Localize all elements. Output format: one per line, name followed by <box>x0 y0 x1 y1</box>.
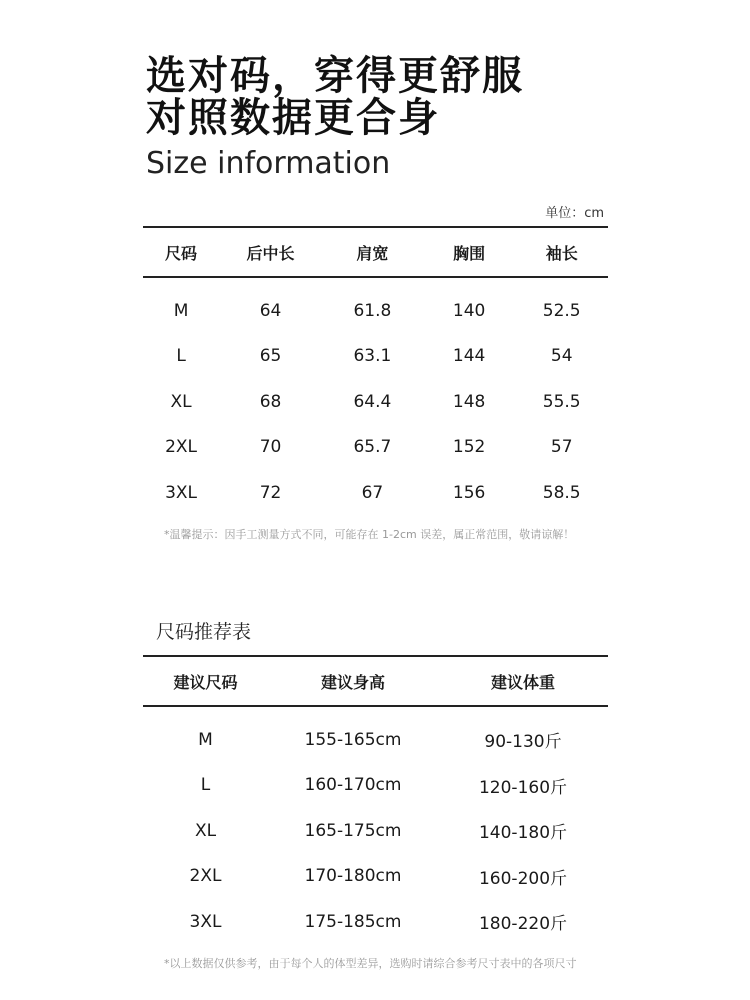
cell-back-length: 68 <box>259 391 282 412</box>
cell-size: 3XL <box>165 482 198 503</box>
cell-size: 3XL <box>189 911 222 932</box>
cell-weight: 120-160斤 <box>478 777 568 798</box>
recommend-section-title: 尺码推荐表 <box>156 621 252 643</box>
header-recommended-height: 建议身高 <box>268 656 438 706</box>
table-row <box>143 854 608 900</box>
cell-size: XL <box>170 391 192 412</box>
cell-weight: 90-130斤 <box>484 732 562 753</box>
table-row <box>143 763 608 809</box>
header-shoulder: 肩宽 <box>322 227 423 277</box>
page-title-line1: 选对码，穿得更舒服 <box>146 53 524 99</box>
cell-chest: 152 <box>452 437 486 458</box>
table-row <box>143 425 608 471</box>
measurement-note: *温馨提示：因手工测量方式不同，可能存在 1-2cm 误差，属正常范围，敬请谅解！ <box>164 528 575 541</box>
cell-height: 175-185cm <box>304 911 402 932</box>
cell-height: 160-170cm <box>304 775 402 796</box>
cell-height: 155-165cm <box>304 729 402 750</box>
table-row <box>143 470 608 516</box>
size-table <box>143 226 608 516</box>
cell-height: 165-175cm <box>304 820 402 841</box>
unit-label: 单位：cm <box>545 206 604 221</box>
header-recommended-weight: 建议体重 <box>438 656 608 706</box>
header-sleeve: 袖长 <box>515 227 608 277</box>
cell-weight: 140-180斤 <box>478 823 568 844</box>
header-chest: 胸围 <box>423 227 516 277</box>
cell-back-length: 70 <box>259 437 282 458</box>
cell-back-length: 65 <box>259 346 282 367</box>
recommend-table-header <box>143 656 608 706</box>
cell-size: XL <box>194 820 217 841</box>
header-back-length: 后中长 <box>219 227 322 277</box>
cell-sleeve: 55.5 <box>542 391 581 412</box>
cell-size: M <box>198 729 213 750</box>
table-row <box>143 379 608 425</box>
cell-shoulder: 63.1 <box>353 346 392 367</box>
table-row <box>143 277 608 334</box>
cell-size: L <box>176 346 186 367</box>
cell-sleeve: 57 <box>550 437 573 458</box>
cell-shoulder: 64.4 <box>353 391 392 412</box>
cell-size: M <box>173 300 189 321</box>
table-row <box>143 334 608 380</box>
header-size: 尺码 <box>143 227 219 277</box>
cell-weight: 160-200斤 <box>478 868 568 889</box>
cell-back-length: 72 <box>259 482 282 503</box>
reference-note: *以上数据仅供参考，由于每个人的体型差异，选购时请综合参考尺寸表中的各项尺寸 <box>164 957 577 970</box>
cell-height: 170-180cm <box>304 866 402 887</box>
recommend-table <box>143 655 608 945</box>
cell-chest: 144 <box>452 346 486 367</box>
table-row <box>143 808 608 854</box>
size-table-header <box>143 227 608 277</box>
cell-sleeve: 58.5 <box>542 482 581 503</box>
cell-sleeve: 52.5 <box>542 300 581 321</box>
cell-size: 2XL <box>165 437 198 458</box>
cell-chest: 156 <box>452 482 486 503</box>
page-subtitle: Size information <box>146 146 391 181</box>
cell-shoulder: 67 <box>361 482 384 503</box>
page-title-line2: 对照数据更合身 <box>146 95 440 141</box>
cell-back-length: 64 <box>259 300 282 321</box>
header-recommended-size: 建议尺码 <box>143 656 268 706</box>
table-row <box>143 706 608 763</box>
cell-size: L <box>200 775 211 796</box>
table-row <box>143 899 608 945</box>
cell-shoulder: 65.7 <box>353 437 392 458</box>
cell-chest: 140 <box>452 300 486 321</box>
cell-chest: 148 <box>452 391 486 412</box>
cell-shoulder: 61.8 <box>353 300 392 321</box>
cell-size: 2XL <box>189 866 222 887</box>
cell-sleeve: 54 <box>550 346 573 367</box>
cell-weight: 180-220斤 <box>478 914 568 935</box>
